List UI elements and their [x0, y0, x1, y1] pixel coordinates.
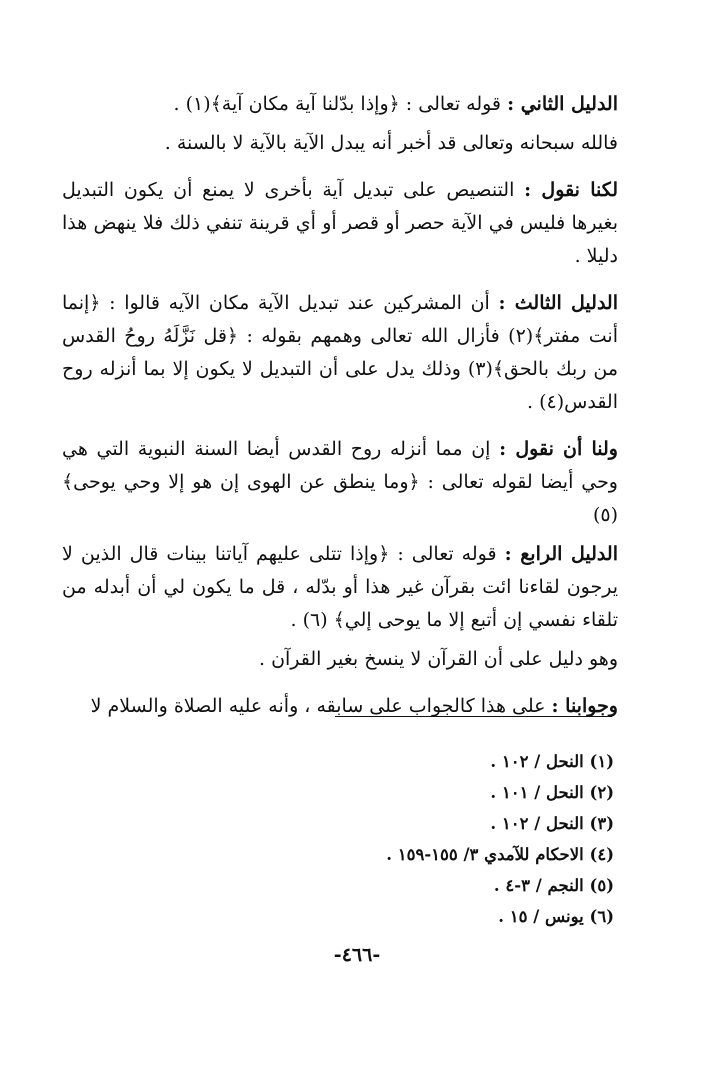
heading-rebuttal: ولنا أن نقول : [499, 438, 618, 460]
paragraph-answer [62, 690, 618, 723]
paragraph-text: قوله تعالى : ﴿وإذا بدّلنا آية مكان آية﴾(١) . [173, 93, 502, 115]
paragraph-text: فالله سبحانه وتعالى قد أخبر أنه يبدل الآية بالآية لا بالسنة . [164, 132, 618, 154]
paragraph-text: التنصيص على تبديل آية بأخرى لا يمنع أن يكون التبديل بغيرها فليس في الآية حصر أو قصر أو أي قرينة تنفي ذلك فلا ينهض هذا دليلا . [62, 179, 618, 267]
body-text [62, 88, 618, 729]
paragraph-text: وهو دليل على أن القرآن لا ينسخ بغير القرآن . [258, 648, 618, 670]
heading-second-evidence: الدليل الثاني : [507, 93, 618, 115]
heading-third-evidence: الدليل الثالث : [498, 292, 618, 314]
heading-fourth-evidence: الدليل الرابع : [504, 543, 618, 565]
paragraph-text: قوله تعالى : ﴿وإذا تتلى عليهم آياتنا بينات قال الذين لا يرجون لقاءنا ائت بقرآن غير هذا أو بدّله ، قل ما يكون لي أن أبدله من تلقاء نفسي إن أتبع إلا ما يوحى إلي﴾ (٦) . [62, 543, 618, 631]
footnote-divider [335, 716, 612, 717]
paragraph-text: أن المشركين عند تبديل الآية مكان الآيه قالوا : ﴿إنما أنت مفتر﴾(٢) فأزال الله تعالى وهمهم بقوله : ﴿قل نَزَّلَهُ روحُ القدس من ربك بالحق﴾(٣) وذلك يدل على أن التبديل لا يكون إلا بما أنزله روح القدس(٤) . [62, 292, 619, 413]
heading-rebuttal: لكنا نقول : [524, 179, 618, 201]
footnote-item: (٢) النحل / ١٠١ . [490, 783, 614, 802]
footnote-item: (٣) النحل / ١٠٢ . [490, 814, 614, 833]
footnotes [294, 746, 614, 932]
paragraph-fourth-evidence [62, 538, 618, 637]
page-number: -٤٦٦- [333, 944, 381, 966]
paragraph-explanation [62, 127, 618, 160]
paragraph-second-evidence [62, 88, 618, 121]
footnote-item: (١) النحل / ١٠٢ . [490, 752, 614, 771]
paragraph-third-evidence [62, 287, 618, 419]
footnote-item: (٥) النجم / ٣-٤ . [493, 876, 614, 895]
footnote-item: (٦) يونس / ١٥ . [498, 907, 614, 926]
paragraph-rebuttal-1 [62, 174, 618, 273]
heading-answer: وجوابنا : [551, 695, 618, 717]
paragraph-conclusion [62, 643, 618, 676]
paragraph-rebuttal-2 [62, 433, 618, 532]
paragraph-text: إن مما أنزله روح القدس أيضا السنة النبوية التي هي وحي أيضا لقوله تعالى : ﴿وما ينطق عن الهوى إن هو إلا وحي يوحى﴾ (٥) [62, 438, 618, 526]
paragraph-text: على هذا كالجواب على سابقه ، وأنه عليه الصلاة والسلام لا [90, 695, 546, 717]
footnote-item: (٤) الاحكام للآمدي ٣/ ١٥٥-١٥٩ . [386, 845, 614, 864]
